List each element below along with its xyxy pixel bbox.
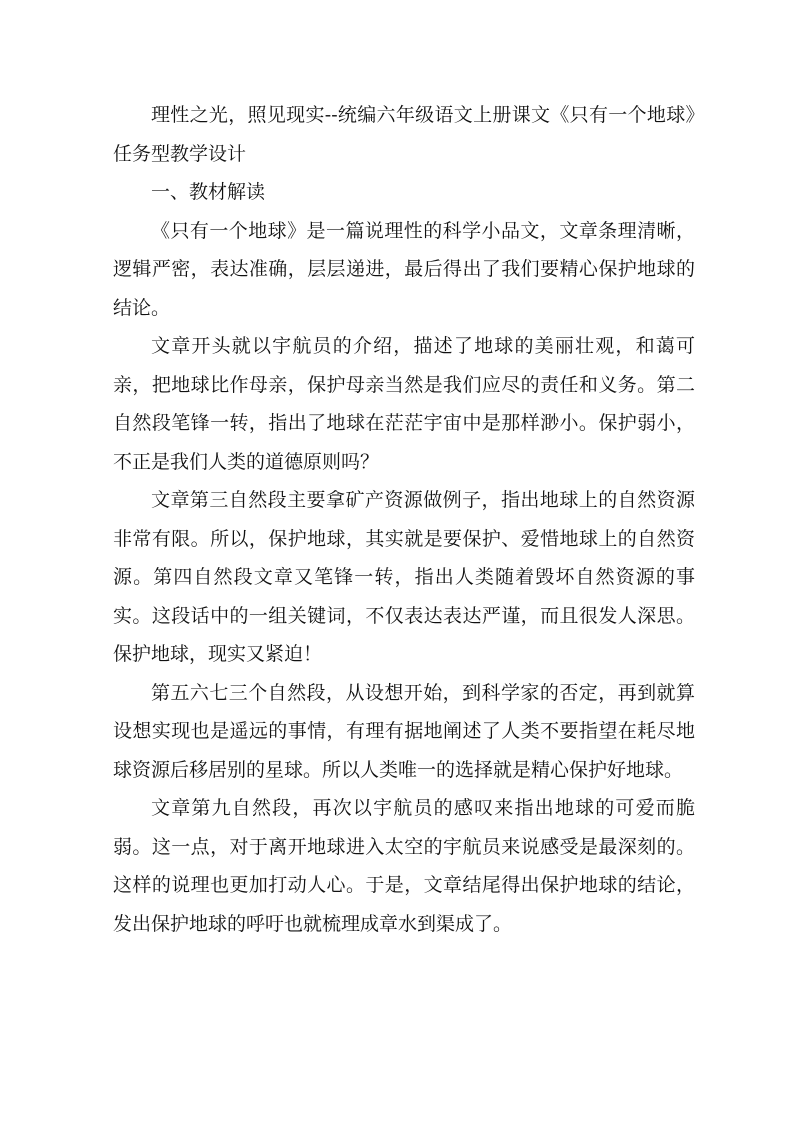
body-paragraph: 文章开头就以宇航员的介绍，描述了地球的美丽壮观，和蔼可亲，把地球比作母亲，保护母亲当然是我们应尽的责任和义务。第二自然段笔锋一转，指出了地球在茫茫宇宙中是那样渺小。保护弱小，不正是我们人类的道德原则吗？ xyxy=(113,335,695,473)
document-title: 理性之光，照见现实--统编六年级语文上册课文《只有一个地球》任务型教学设计 xyxy=(113,104,695,165)
body-paragraph: 《只有一个地球》是一篇说理性的科学小品文，文章条理清晰，逻辑严密，表达准确，层层递进，最后得出了我们要精心保护地球的结论。 xyxy=(113,219,695,319)
body-paragraph: 文章第九自然段，再次以宇航员的感叹来指出地球的可爱而脆弱。这一点，对于离开地球进入太空的宇航员来说感受是最深刻的。这样的说理也更加打动人心。于是，文章结尾得出保护地球的结论，发出保护地球的呼吁也就梳理成章水到渠成了。 xyxy=(113,797,695,935)
document-body xyxy=(113,96,695,943)
body-paragraph: 第五六七三个自然段，从设想开始，到科学家的否定，再到就算设想实现也是遥远的事情，有理有据地阐述了人类不要指望在耗尽地球资源后移居别的星球。所以人类唯一的选择就是精心保护好地球。 xyxy=(113,681,695,781)
body-paragraph: 文章第三自然段主要拿矿产资源做例子，指出地球上的自然资源非常有限。所以，保护地球，其实就是要保护、爱惜地球上的自然资源。第四自然段文章又笔锋一转，指出人类随着毁坏自然资源的事实。这段话中的一组关键词，不仅表达表达严谨，而且很发人深思。保护地球，现实又紧迫！ xyxy=(113,489,695,665)
section-heading: 一、教材解读 xyxy=(151,181,266,203)
